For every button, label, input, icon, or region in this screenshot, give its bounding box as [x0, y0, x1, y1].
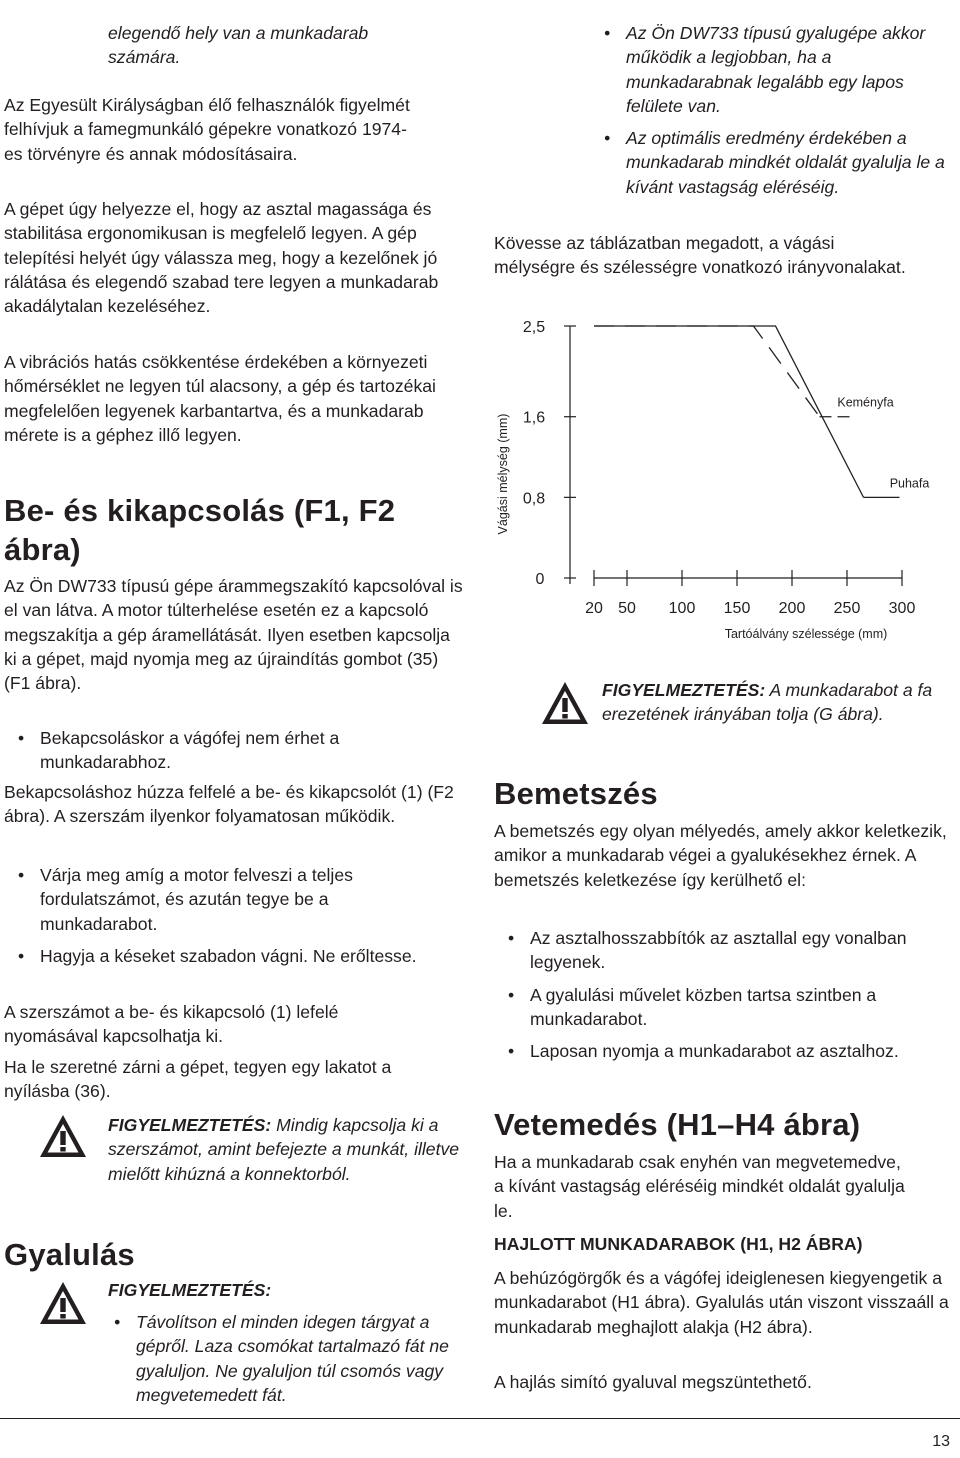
warning-2 — [108, 1278, 468, 1302]
list-item: • Hagyja a késeket szabadon vágni. Ne erőltesse. — [4, 944, 424, 968]
switch-on-para: Bekapcsoláshoz húzza felfelé a be- és kikapcsolót (1) (F2 ábra). A szerszám ilyenkor folyamatosan működik. — [4, 782, 454, 827]
warning-icon — [540, 680, 590, 726]
y-tick-label: 0,8 — [522, 490, 546, 508]
depth-width-chart — [494, 308, 952, 648]
warning-label: FIGYELMEZTETÉS: — [108, 1115, 272, 1135]
snipe-bullets — [494, 926, 924, 1063]
warning-icon — [38, 1113, 88, 1159]
y-tick-label: 1,6 — [522, 409, 546, 427]
table-para: Kövesse az táblázatban megadott, a vágási mélységre és szélességre vonatkozó irányvonalakat. — [494, 233, 906, 278]
footer-rule — [0, 1418, 960, 1419]
list-item: • Bekapcsoláskor a vágófej nem érhet a munkadarabhoz. — [4, 726, 424, 775]
bent-para: A behúzógörgők és a vágófej ideiglenesen kiegyengetik a munkadarabot (H1 ábra). Gyalulás után viszont visszaáll a munkadarab meghajlott alakja (H2 ábra). — [494, 1268, 949, 1337]
list-item: • Az asztalhosszabbítók az asztallal egy vonalban legyenek. — [494, 926, 924, 975]
series-line-hardwood — [594, 326, 820, 417]
x-tick-label: 300 — [888, 600, 916, 617]
x-tick-label: 20 — [585, 600, 603, 617]
x-tick-label: 200 — [778, 600, 806, 617]
heading-snipe: Bemetszés — [494, 776, 658, 811]
warning-1 — [108, 1113, 468, 1186]
placement-text-2: A gép telepítési helyét úgy válassza meg, hogy a kezelőnek jó rálátása és elegendő szabad tere legyen a munkadarab akadálytalan kezeléséhez. — [4, 223, 439, 317]
list-item: • Laposan nyomja a munkadarabot az asztalhoz. — [494, 1039, 924, 1063]
intro-tail: elegendő hely van a munkadarab számára. — [108, 23, 369, 68]
warning-icon — [38, 1280, 88, 1326]
warning-2-bullets — [100, 1310, 472, 1407]
list-item: • Az Ön DW733 típusú gyalugépe akkor működik a legjobban, ha a munkadarabnak legalább egy lapos felülete van. — [590, 21, 952, 118]
breaker-para: Az Ön DW733 típusú gépe árammegszakító kapcsolóval is el van látva. A motor túlterhelése esetén ez a kapcsoló megszakítja a gép áramellátását. Ilyen esetben kapcsolja ki a gépet, majd nyomja meg az újraindítás gombot (35) (F1 ábra). — [4, 576, 463, 694]
vibration-para: A vibrációs hatás csökkentése érdekében a környezeti hőmérséklet ne legyen túl alacsony, a gép és tartozékai megfelelően legyenek karbantartva, és a munkadarab mérete is a géphez illő legyen. — [4, 352, 436, 445]
warning-3 — [602, 678, 952, 727]
y-axis-label: Vágási mélység (mm) — [496, 413, 510, 535]
x-axis-label: Tartóálvány szélessége (mm) — [724, 627, 888, 641]
warning-label: FIGYELMEZTETÉS: — [602, 680, 766, 700]
x-tick-label: 100 — [668, 600, 696, 617]
y-tick-label: 0 — [535, 571, 545, 588]
warning-label: FIGYELMEZTETÉS: — [108, 1280, 272, 1300]
y-tick-label: 2,5 — [522, 319, 546, 336]
x-tick-label: 50 — [618, 600, 636, 617]
uk-notice: Az Egyesült Királyságban élő felhasználók figyelmét felhívjuk a famegmunkáló gépekre vonatkozó 1974-es törvényre és annak módosításaira. — [4, 95, 410, 164]
warning-text: A munkadarabot a fa erezetének irányában tolja (G ábra). — [602, 680, 933, 725]
planer-tips — [590, 21, 952, 199]
heading-warp: Vetemedés (H1–H4 ábra) — [494, 1107, 861, 1142]
list-item: • Távolítson el minden idegen tárgyat a gépről. Laza csomókat tartalmazó fát ne gyaluljon. Ne gyaluljon túl csomós vagy megvetemedett fát. — [100, 1310, 472, 1407]
switch-bullets-2 — [4, 863, 424, 968]
list-item: • A gyalulási művelet közben tartsa szintben a munkadarabot. — [494, 983, 924, 1032]
switch-off-para: A szerszámot a be- és kikapcsoló (1) lefelé nyomásával kapcsolhatja ki. — [4, 1002, 339, 1047]
heading-planing: Gyalulás — [4, 1237, 135, 1272]
warp-para: Ha a munkadarab csak enyhén van megvetemedve, a kívánt vastagság eléréséig mindkét oldalát gyalulja le. — [494, 1152, 905, 1221]
lock-para: Ha le szeretné zárni a gépet, tegyen egy lakatot a nyílásba (36). — [4, 1057, 392, 1102]
x-tick-label: 250 — [833, 600, 861, 617]
switch-bullets-1 — [4, 726, 424, 775]
chart-marks — [523, 319, 929, 617]
x-tick-label: 150 — [723, 600, 751, 617]
placement-text: A gépet úgy helyezze el, hogy az asztal magassága és stabilitása ergonomikusan is megfelelő legyen. — [4, 199, 432, 244]
series-line-softwood — [594, 326, 864, 497]
warning-text: Mindig kapcsolja ki a szerszámot, amint befejezte a munkát, illetve mielőtt kihúzná a konnektorból. — [108, 1115, 460, 1184]
placement-para — [4, 197, 464, 318]
bent-para-2: A hajlás simító gyaluval megszüntethető. — [494, 1372, 812, 1392]
snipe-para: A bemetszés egy olyan mélyedés, amely akkor keletkezik, amikor a munkadarab végei a gyalukésekhez érnek. A bemetszés keletkezése így kerülhető el: — [494, 821, 947, 890]
heading-switch: Be- és kikapcsolás (F1, F2 ábra) — [4, 493, 396, 567]
list-item: • Az optimális eredmény érdekében a munkadarab mindkét oldalát gyalulja le a kívánt vastagság eléréséig. — [590, 126, 952, 199]
legend-label: Puhafa — [889, 476, 930, 491]
page-number: 13 — [932, 1433, 950, 1450]
subheading-bent: HAJLOTT MUNKADARABOK (H1, H2 ÁBRA) — [494, 1234, 863, 1254]
legend-label: Keményfa — [837, 395, 894, 410]
list-item: • Várja meg amíg a motor felveszi a teljes fordulatszámot, és azután tegye be a munkadarabot. — [4, 863, 424, 936]
